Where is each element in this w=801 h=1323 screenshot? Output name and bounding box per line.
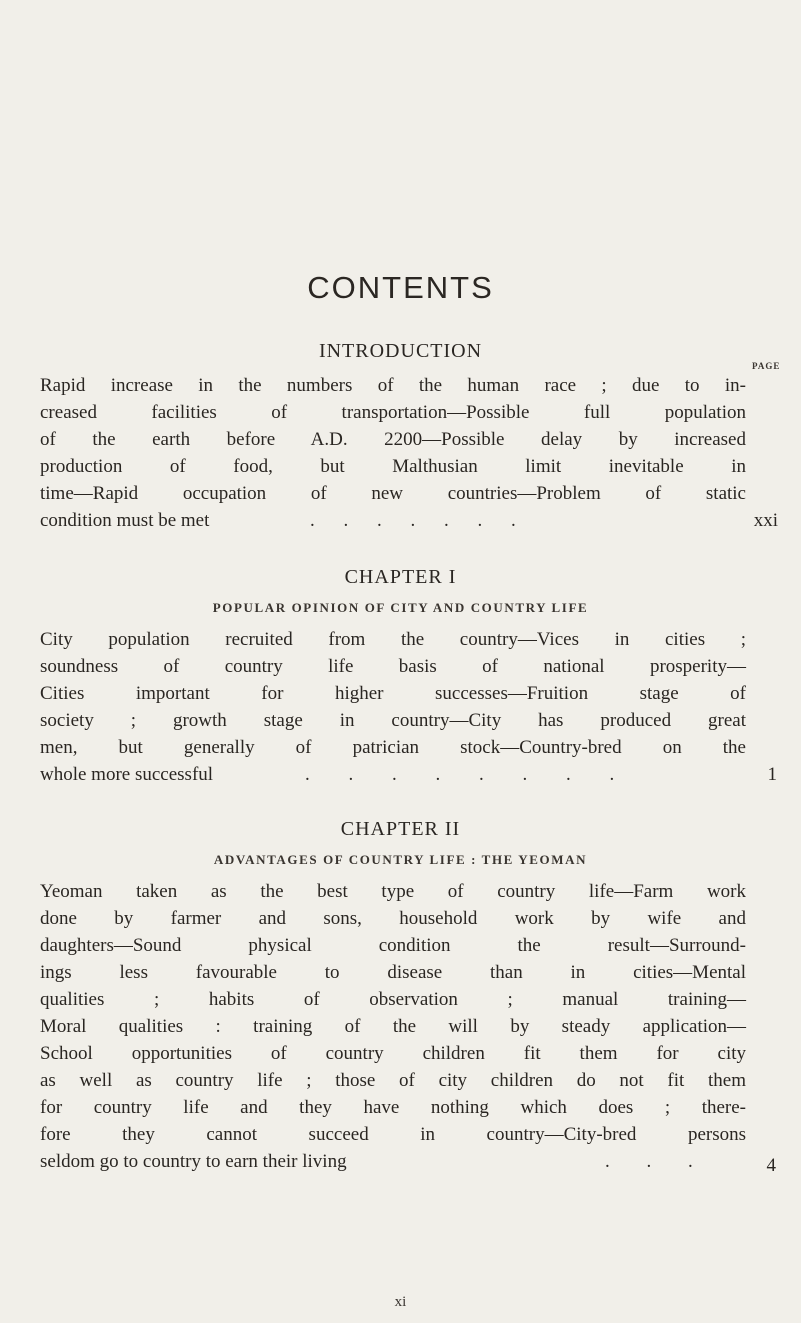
entry-line: ings less favourable to disease than in cities—Mental (40, 962, 746, 983)
entry-last-line (40, 1148, 776, 1176)
entry-line: society ; growth stage in country—City has produced great (40, 710, 746, 731)
entry-line: done by farmer and sons, household work by wife and (40, 908, 746, 929)
chapter-1-heading: CHAPTER I (344, 566, 457, 588)
entry-line: seldom go to country to earn their living (40, 1151, 347, 1172)
page-number: 1 (767, 764, 777, 785)
entry-line: qualities ; habits of observation ; manual training— (40, 989, 746, 1010)
entry-line: whole more successful (40, 764, 214, 785)
entry-last-line (40, 507, 778, 534)
dot-leader: . . . . . . . . (305, 764, 615, 785)
entry-line: of the earth before A.D. 2200—Possible delay by increased (40, 429, 746, 450)
entry-last-line (40, 761, 777, 788)
chapter-2-subheading: ADVANTAGES OF COUNTRY LIFE : THE YEOMAN (213, 852, 588, 867)
entry-line: time—Rapid occupation of new countries—Problem of static (40, 483, 746, 504)
entry-line: Moral qualities : training of the will by steady application— (40, 1016, 746, 1037)
entry-line: soundness of country life basis of national prosperity— (40, 656, 746, 677)
page-column-label: PAGE (752, 361, 781, 371)
entry-line: fore they cannot succeed in country—City-bred persons (40, 1124, 746, 1145)
entry-line: creased facilities of transportation—Possible full population (40, 402, 746, 423)
entry-line: daughters—Sound physical condition the result—Surround- (40, 935, 746, 956)
chapter-1-subheading: POPULAR OPINION OF CITY AND COUNTRY LIFE (212, 600, 589, 615)
entry-line: Rapid increase in the numbers of the human race ; due to in- (40, 375, 746, 396)
entry-line: Cities important for higher successes—Fruition stage of (40, 683, 746, 704)
chapter-2-heading: CHAPTER II (340, 818, 461, 840)
entry-line: production of food, but Malthusian limit inevitable in (40, 456, 746, 477)
entry-line: City population recruited from the country—Vices in cities ; (40, 629, 746, 650)
entry-line: men, but generally of patrician stock—Country-bred on the (40, 737, 746, 758)
page-number: 4 (766, 1155, 776, 1176)
introduction-heading: INTRODUCTION (318, 340, 483, 362)
entry-line: for country life and they have nothing which does ; there- (40, 1097, 746, 1118)
dot-leader: . . . (605, 1151, 693, 1172)
entry-line: School opportunities of country children fit them for city (40, 1043, 746, 1064)
chapter-1-entry (40, 626, 777, 788)
chapter-2-entry (40, 878, 776, 1176)
folio-page-number: xi (394, 1294, 407, 1310)
entry-line: Yeoman taken as the best type of country life—Farm work (40, 881, 746, 902)
introduction-entry (40, 372, 778, 534)
entry-line: as well as country life ; those of city children do not fit them (40, 1070, 746, 1091)
dot-leader: . . . . . . . (310, 510, 516, 531)
page-title: CONTENTS (307, 270, 494, 305)
page-number: xxi (753, 510, 778, 531)
entry-line: condition must be met (40, 510, 210, 531)
